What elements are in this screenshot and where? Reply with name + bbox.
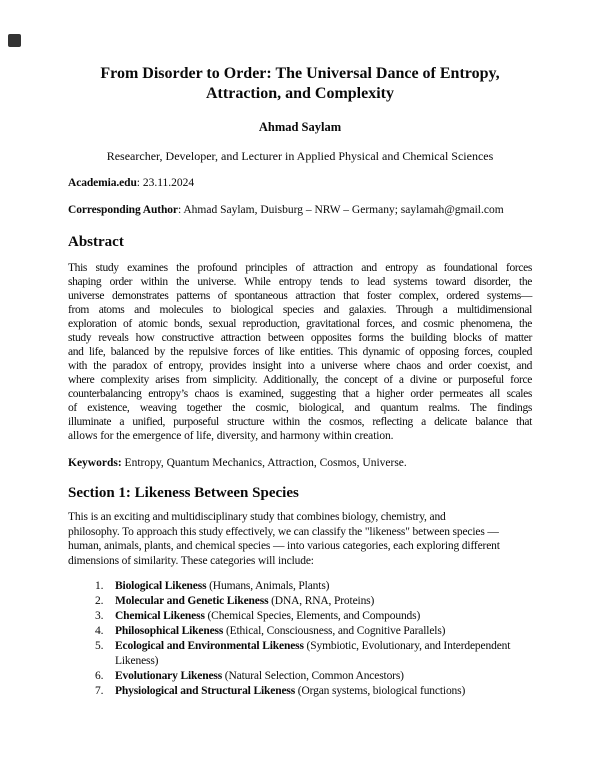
- abstract-line: with the paradox of entropy, provides insight into a universe where chaos and order coexist, and: [68, 360, 532, 372]
- page-title-line-1: From Disorder to Order: The Universal Dance of Entropy,: [100, 65, 500, 82]
- item-term: Biological Likeness: [115, 580, 207, 592]
- abstract-heading: Abstract: [68, 234, 124, 250]
- keywords-label: Keywords:: [68, 457, 122, 469]
- list-item: [68, 669, 532, 684]
- item-number: 2.: [95, 595, 104, 607]
- item-term: Evolutionary Likeness: [115, 670, 223, 682]
- item-term: Philosophical Likeness: [115, 625, 224, 637]
- item-detail: (Symbiotic, Evolutionary, and Interdependent Likeness): [115, 640, 511, 667]
- abstract-line: of existence, weaving together the cosmic, biological, and quantum realms. The findings: [68, 402, 532, 414]
- body-line: philosophy. To approach this study effectively, we can classify the "likeness" between species —: [68, 525, 499, 538]
- item-detail: (Chemical Species, Elements, and Compounds): [204, 610, 421, 622]
- abstract-line: shaping order within the universe. While entropy tends to lead systems toward disorder, the: [68, 276, 532, 288]
- list-item: [68, 579, 532, 594]
- list-item: [68, 639, 532, 669]
- likeness-category-list: [68, 579, 532, 699]
- abstract-line: allows for the emergence of life, diversity, and harmony within creation.: [68, 430, 394, 442]
- body-line: human, animals, plants, and chemical species — into various categories, each exploring different: [68, 540, 500, 552]
- item-detail: (Natural Selection, Common Ancestors): [222, 670, 404, 682]
- abstract-line: universe demonstrates patterns of spontaneous attraction that foster complex, ordered systems—: [68, 290, 532, 302]
- keywords-text: Entropy, Quantum Mechanics, Attraction, Cosmos, Universe.: [121, 457, 407, 469]
- page-title-line-2: Attraction, and Complexity: [206, 85, 394, 102]
- item-term: Ecological and Environmental Likeness: [115, 640, 304, 652]
- source-label: Academia.edu: [68, 177, 137, 189]
- body-line: dimensions of similarity. These categories will include:: [68, 554, 314, 567]
- source-value: : 23.11.2024: [136, 177, 195, 189]
- list-item: [68, 684, 532, 699]
- corresponding-author-line: [68, 203, 532, 217]
- body-line: This is an exciting and multidisciplinary study that combines biology, chemistry, and: [68, 511, 446, 523]
- abstract-line: exploration of atomic bonds, sexual reproduction, gravitational forces, and cosmic phenomena, the: [68, 318, 532, 330]
- item-term: Chemical Likeness: [115, 610, 205, 622]
- section-1-heading: Section 1: Likeness Between Species: [68, 485, 299, 501]
- item-number: 6.: [95, 670, 104, 682]
- item-number: 4.: [95, 625, 104, 637]
- source-line: [68, 176, 532, 190]
- list-item: [68, 609, 532, 624]
- item-number: 3.: [95, 610, 104, 622]
- corresponding-author-value: : Ahmad Saylam, Duisburg – NRW – Germany; saylamah@gmail.com: [177, 204, 504, 216]
- item-term: Molecular and Genetic Likeness: [115, 595, 269, 607]
- abstract-line: This study examines the profound principles of attraction and entropy as foundational forces: [68, 262, 532, 274]
- abstract-line: counterbalancing entropy’s chaos is examined, suggesting that a higher order permeates all scales: [68, 388, 532, 400]
- author-affiliation: Researcher, Developer, and Lecturer in Applied Physical and Chemical Sciences: [106, 149, 494, 163]
- author-name: Ahmad Saylam: [258, 120, 342, 134]
- abstract-line: illuminate a unified, purposeful structure within the cosmos, reflecting a delicate balance that: [68, 416, 532, 428]
- keywords-line: [68, 456, 532, 470]
- cursor-marker: [8, 34, 21, 47]
- item-detail: (Ethical, Consciousness, and Cognitive Parallels): [223, 625, 446, 637]
- item-number: 7.: [95, 685, 104, 697]
- list-item: [68, 624, 532, 639]
- abstract-line: where complexity arises from simplicity. Additionally, the concept of a divine or purposeful force: [68, 374, 532, 386]
- item-number: 5.: [95, 640, 104, 652]
- page-title: [68, 64, 532, 104]
- abstract-line: from atoms and molecules to biological species and galaxies. Through a multidimensional: [68, 304, 532, 316]
- corresponding-author-label: Corresponding Author: [68, 204, 178, 216]
- list-item: [68, 594, 532, 609]
- abstract-line: and life, balanced by the repulsive forces of like entities. This dynamic of opposing forces, coupled: [68, 346, 532, 358]
- item-detail: (Humans, Animals, Plants): [206, 580, 330, 592]
- abstract-paragraph: [68, 261, 532, 443]
- abstract-line: study reveals how constructive attraction between opposites forms the building blocks of matter: [68, 332, 532, 344]
- item-detail: (DNA, RNA, Proteins): [268, 595, 375, 607]
- item-detail: (Organ systems, biological functions): [295, 685, 466, 697]
- item-number: 1.: [95, 580, 104, 592]
- item-term: Physiological and Structural Likeness: [115, 685, 296, 697]
- section-1-paragraph: [68, 510, 532, 568]
